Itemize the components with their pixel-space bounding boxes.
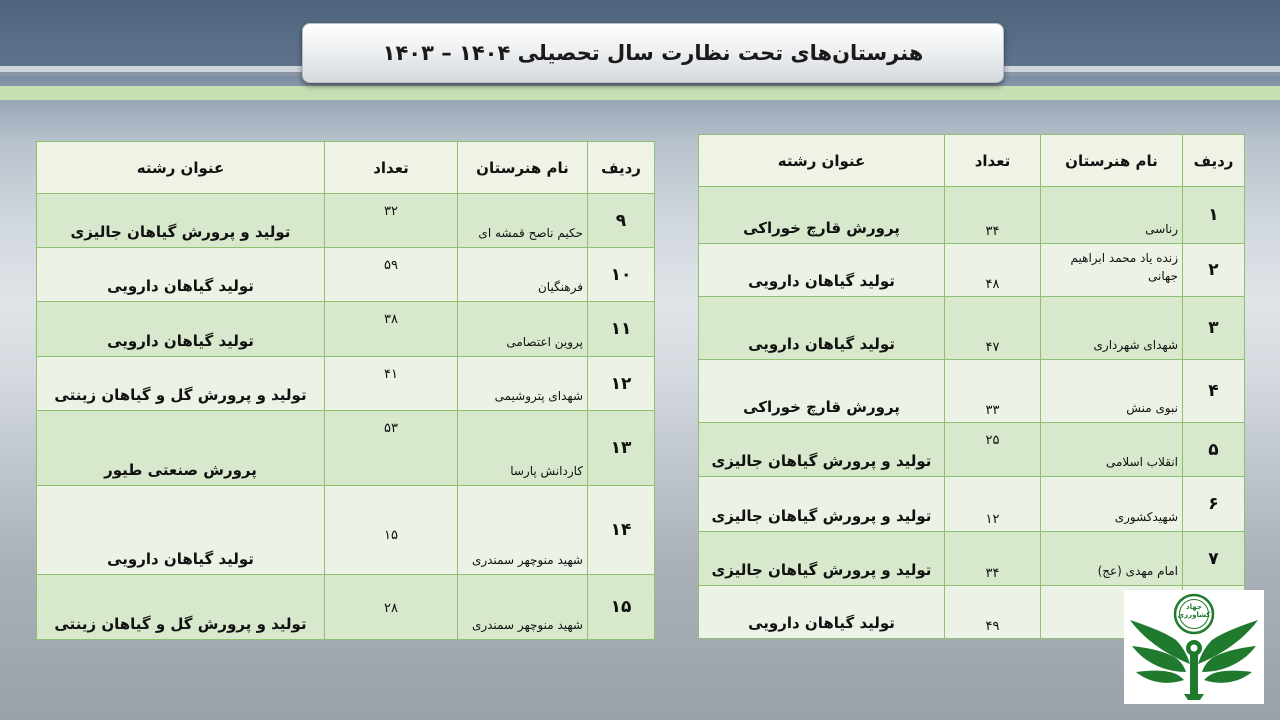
table-row (699, 244, 1245, 297)
row-field: تولید گیاهان دارویی (37, 248, 325, 302)
row-field: تولید و پرورش گیاهان جالیزی (699, 477, 945, 532)
row-index: ۱۰ (588, 248, 655, 302)
table-row (699, 297, 1245, 360)
row-index: ۱۱ (588, 302, 655, 357)
row-count: ۵۳ (325, 411, 458, 486)
row-count: ۳۸ (325, 302, 458, 357)
row-field: پرورش قارچ خوراکی (699, 187, 945, 244)
table-row (37, 575, 655, 640)
row-field: تولید گیاهان دارویی (37, 302, 325, 357)
row-count: ۳۴ (945, 187, 1041, 244)
row-field: تولید گیاهان دارویی (699, 244, 945, 297)
row-count: ۱۲ (945, 477, 1041, 532)
row-school: شهید منوچهر سمندری (458, 575, 588, 640)
row-count: ۴۷ (945, 297, 1041, 360)
row-school: شهید منوچهر سمندری (458, 486, 588, 575)
row-count: ۴۹ (945, 586, 1041, 639)
logo-text: جهاد کشاورزی (1177, 603, 1211, 619)
table-row (37, 357, 655, 411)
row-index: ۱۲ (588, 357, 655, 411)
row-school: فرهنگیان (458, 248, 588, 302)
row-field: تولید گیاهان دارویی (37, 486, 325, 575)
row-school: شهدای شهرداری (1041, 297, 1183, 360)
row-school: کاردانش پارسا (458, 411, 588, 486)
header-field: عنوان رشته (37, 142, 325, 194)
row-field: تولید و پرورش گل و گیاهان زینتی (37, 357, 325, 411)
row-field: پرورش قارچ خوراکی (699, 360, 945, 423)
row-count: ۴۸ (945, 244, 1041, 297)
table-row (699, 477, 1245, 532)
row-index: ۴ (1183, 360, 1245, 423)
row-school: نبوی منش (1041, 360, 1183, 423)
row-school: امام مهدی (عج) (1041, 532, 1183, 586)
row-field: پرورش صنعتی طیور (37, 411, 325, 486)
row-index: ۵ (1183, 423, 1245, 477)
row-count: ۲۸ (325, 575, 458, 640)
right-schools-table (698, 134, 1245, 639)
row-field: تولید و پرورش گیاهان جالیزی (699, 423, 945, 477)
table-row (37, 411, 655, 486)
row-index: ۳ (1183, 297, 1245, 360)
table-header-row (699, 135, 1245, 187)
row-field: تولید گیاهان دارویی (699, 586, 945, 639)
table-row (699, 532, 1245, 586)
row-count: ۵۹ (325, 248, 458, 302)
row-school: حکیم ناصح قمشه ای (458, 194, 588, 248)
table-row (37, 486, 655, 575)
header-index: ردیف (588, 142, 655, 194)
row-index: ۹ (588, 194, 655, 248)
row-school: انقلاب اسلامی (1041, 423, 1183, 477)
table-row (699, 360, 1245, 423)
row-index: ۱۳ (588, 411, 655, 486)
row-index: ۱ (1183, 187, 1245, 244)
row-school: زنده یاد محمد ابراهیم جهانی (1041, 244, 1183, 297)
row-count: ۴۱ (325, 357, 458, 411)
header-school: نام هنرستان (458, 142, 588, 194)
row-school: شهدای پتروشیمی (458, 357, 588, 411)
row-index: ۶ (1183, 477, 1245, 532)
header-index: ردیف (1183, 135, 1245, 187)
jahad-keshavarzi-logo (1124, 590, 1264, 704)
title-banner (302, 23, 1004, 83)
table-row (37, 194, 655, 248)
table-row (37, 302, 655, 357)
row-index: ۱۴ (588, 486, 655, 575)
row-field: تولید و پرورش گل و گیاهان زینتی (37, 575, 325, 640)
row-count: ۳۴ (945, 532, 1041, 586)
table-row (37, 248, 655, 302)
row-index: ۷ (1183, 532, 1245, 586)
row-school: رناسی (1041, 187, 1183, 244)
row-school: پروین اعتصامی (458, 302, 588, 357)
header-school: نام هنرستان (1041, 135, 1183, 187)
row-field: تولید و پرورش گیاهان جالیزی (699, 532, 945, 586)
header-field: عنوان رشته (699, 135, 945, 187)
row-index: ۱۵ (588, 575, 655, 640)
row-field: تولید و پرورش گیاهان جالیزی (37, 194, 325, 248)
row-count: ۱۵ (325, 486, 458, 575)
row-school: شهیدکشوری (1041, 477, 1183, 532)
row-count: ۳۲ (325, 194, 458, 248)
table-row (699, 423, 1245, 477)
row-field: تولید گیاهان دارویی (699, 297, 945, 360)
row-index: ۲ (1183, 244, 1245, 297)
row-count: ۲۵ (945, 423, 1041, 477)
header-count: تعداد (945, 135, 1041, 187)
table-header-row (37, 142, 655, 194)
header-count: تعداد (325, 142, 458, 194)
left-schools-table (36, 141, 655, 640)
green-accent-strip (0, 86, 1280, 100)
row-count: ۳۳ (945, 360, 1041, 423)
page-title: هنرستان‌های تحت نظارت سال تحصیلی ۱۴۰۴ – ۱۴۰۳ (382, 41, 924, 65)
table-row (699, 187, 1245, 244)
